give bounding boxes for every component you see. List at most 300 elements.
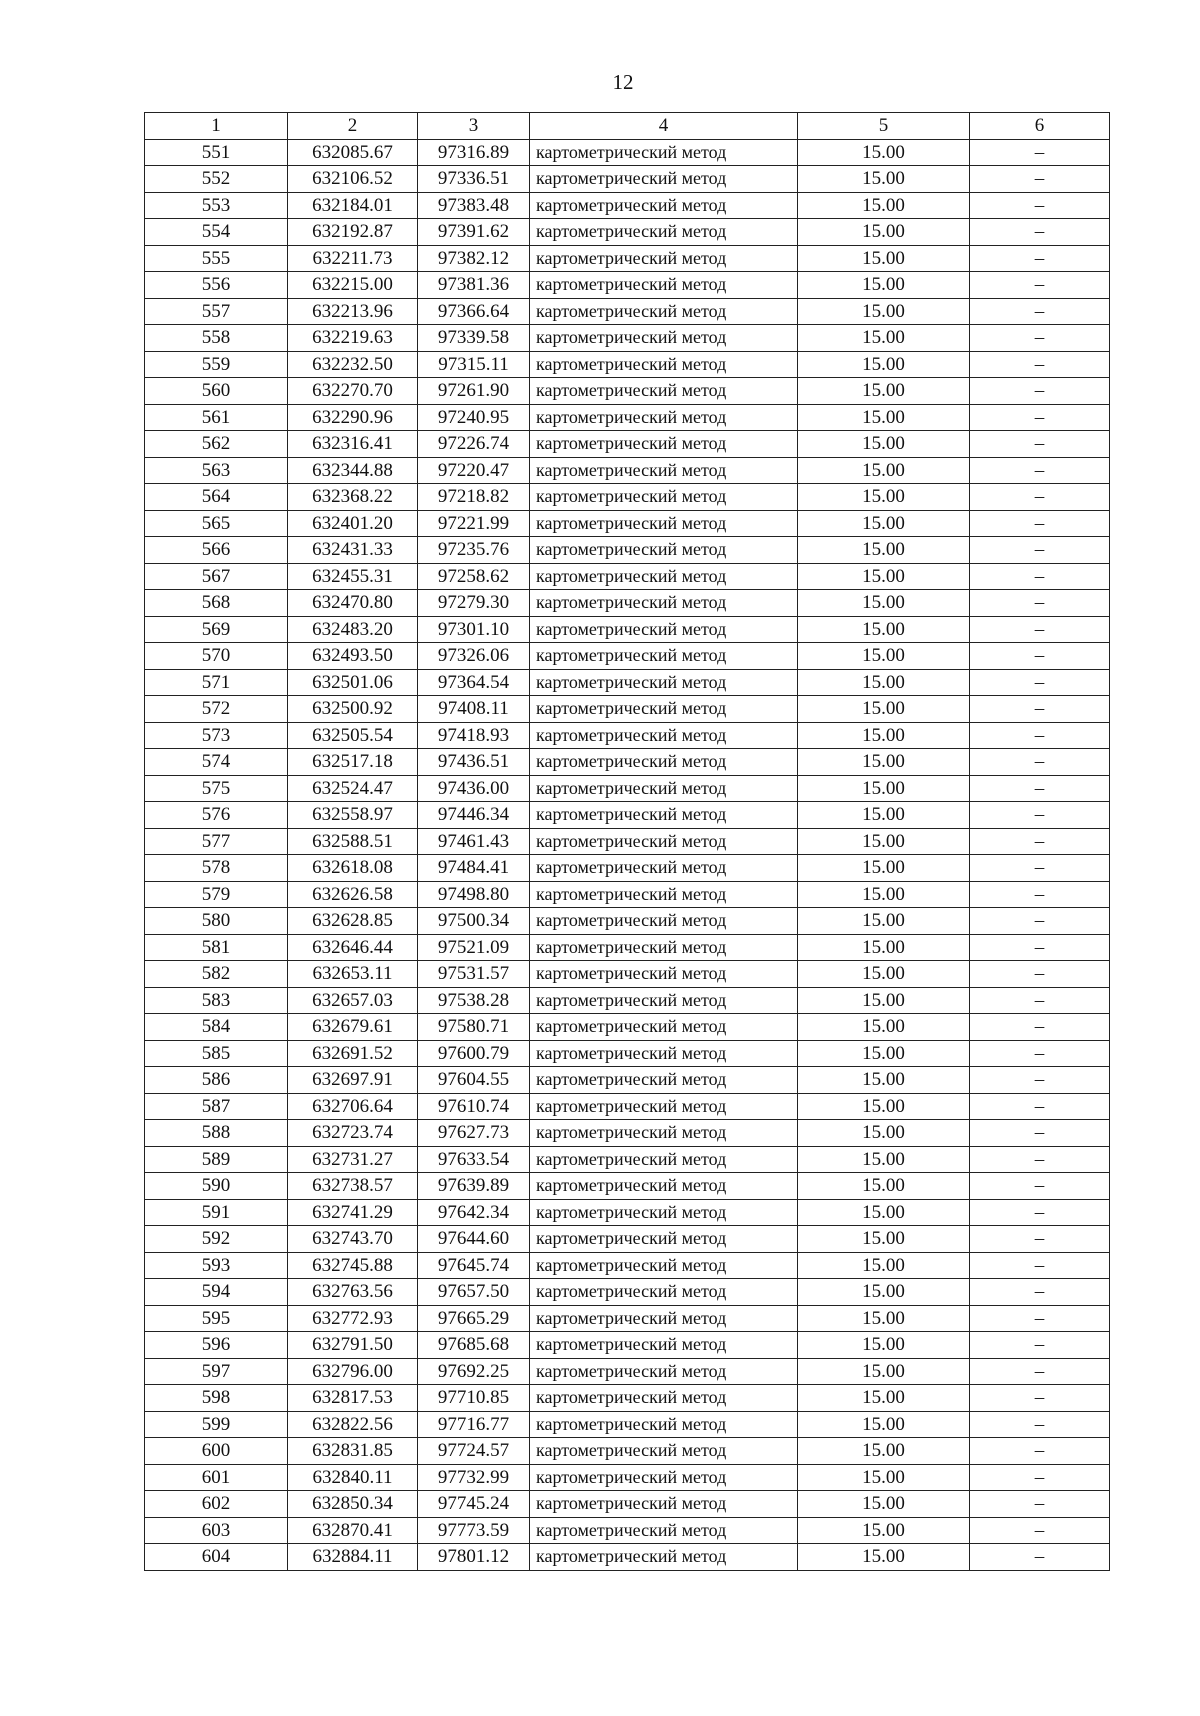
table-row — [145, 351, 1110, 378]
table-row — [145, 1544, 1110, 1571]
note-cell: – — [970, 616, 1110, 643]
x-coordinate-cell: 632470.80 — [288, 590, 418, 617]
point-number-cell: 564 — [145, 484, 288, 511]
x-coordinate-cell: 632524.47 — [288, 775, 418, 802]
y-coordinate-cell: 97633.54 — [418, 1146, 530, 1173]
method-cell: картометрический метод — [530, 510, 798, 537]
method-cell: картометрический метод — [530, 219, 798, 246]
table-row — [145, 1252, 1110, 1279]
table-row — [145, 1146, 1110, 1173]
table-row — [145, 537, 1110, 564]
y-coordinate-cell: 97685.68 — [418, 1332, 530, 1359]
table-row — [145, 802, 1110, 829]
note-cell: – — [970, 643, 1110, 670]
y-coordinate-cell: 97220.47 — [418, 457, 530, 484]
point-number-cell: 600 — [145, 1438, 288, 1465]
table-row — [145, 563, 1110, 590]
table-row — [145, 192, 1110, 219]
method-cell: картометрический метод — [530, 749, 798, 776]
y-coordinate-cell: 97279.30 — [418, 590, 530, 617]
accuracy-cell: 15.00 — [798, 1544, 970, 1571]
y-coordinate-cell: 97600.79 — [418, 1040, 530, 1067]
point-number-cell: 579 — [145, 881, 288, 908]
point-number-cell: 580 — [145, 908, 288, 935]
point-number-cell: 556 — [145, 272, 288, 299]
method-cell: картометрический метод — [530, 431, 798, 458]
table-row — [145, 961, 1110, 988]
note-cell: – — [970, 272, 1110, 299]
column-header: 5 — [798, 113, 970, 140]
note-cell: – — [970, 1517, 1110, 1544]
method-cell: картометрический метод — [530, 1146, 798, 1173]
method-cell: картометрический метод — [530, 1093, 798, 1120]
note-cell: – — [970, 537, 1110, 564]
accuracy-cell: 15.00 — [798, 563, 970, 590]
x-coordinate-cell: 632657.03 — [288, 987, 418, 1014]
method-cell: картометрический метод — [530, 484, 798, 511]
accuracy-cell: 15.00 — [798, 431, 970, 458]
y-coordinate-cell: 97408.11 — [418, 696, 530, 723]
method-cell: картометрический метод — [530, 855, 798, 882]
note-cell: – — [970, 855, 1110, 882]
method-cell: картометрический метод — [530, 1120, 798, 1147]
point-number-cell: 560 — [145, 378, 288, 405]
accuracy-cell: 15.00 — [798, 1120, 970, 1147]
note-cell: – — [970, 1491, 1110, 1518]
note-cell: – — [970, 1464, 1110, 1491]
note-cell: – — [970, 722, 1110, 749]
point-number-cell: 597 — [145, 1358, 288, 1385]
point-number-cell: 581 — [145, 934, 288, 961]
y-coordinate-cell: 97773.59 — [418, 1517, 530, 1544]
table-row — [145, 1199, 1110, 1226]
method-cell: картометрический метод — [530, 643, 798, 670]
x-coordinate-cell: 632743.70 — [288, 1226, 418, 1253]
accuracy-cell: 15.00 — [798, 325, 970, 352]
note-cell: – — [970, 139, 1110, 166]
header-row — [145, 113, 1110, 140]
point-number-cell: 583 — [145, 987, 288, 1014]
note-cell: – — [970, 590, 1110, 617]
y-coordinate-cell: 97657.50 — [418, 1279, 530, 1306]
accuracy-cell: 15.00 — [798, 457, 970, 484]
accuracy-cell: 15.00 — [798, 166, 970, 193]
note-cell: – — [970, 1040, 1110, 1067]
accuracy-cell: 15.00 — [798, 1305, 970, 1332]
accuracy-cell: 15.00 — [798, 828, 970, 855]
point-number-cell: 584 — [145, 1014, 288, 1041]
accuracy-cell: 15.00 — [798, 139, 970, 166]
y-coordinate-cell: 97364.54 — [418, 669, 530, 696]
note-cell: – — [970, 510, 1110, 537]
method-cell: картометрический метод — [530, 881, 798, 908]
table-row — [145, 987, 1110, 1014]
table-row — [145, 775, 1110, 802]
note-cell: – — [970, 484, 1110, 511]
note-cell: – — [970, 1411, 1110, 1438]
note-cell: – — [970, 908, 1110, 935]
table-row — [145, 378, 1110, 405]
note-cell: – — [970, 325, 1110, 352]
note-cell: – — [970, 298, 1110, 325]
accuracy-cell: 15.00 — [798, 1279, 970, 1306]
note-cell: – — [970, 749, 1110, 776]
x-coordinate-cell: 632870.41 — [288, 1517, 418, 1544]
method-cell: картометрический метод — [530, 802, 798, 829]
accuracy-cell: 15.00 — [798, 1464, 970, 1491]
method-cell: картометрический метод — [530, 1411, 798, 1438]
accuracy-cell: 15.00 — [798, 775, 970, 802]
accuracy-cell: 15.00 — [798, 1146, 970, 1173]
y-coordinate-cell: 97580.71 — [418, 1014, 530, 1041]
y-coordinate-cell: 97258.62 — [418, 563, 530, 590]
x-coordinate-cell: 632232.50 — [288, 351, 418, 378]
x-coordinate-cell: 632691.52 — [288, 1040, 418, 1067]
accuracy-cell: 15.00 — [798, 537, 970, 564]
note-cell: – — [970, 1199, 1110, 1226]
table-row — [145, 934, 1110, 961]
y-coordinate-cell: 97326.06 — [418, 643, 530, 670]
method-cell: картометрический метод — [530, 987, 798, 1014]
y-coordinate-cell: 97382.12 — [418, 245, 530, 272]
method-cell: картометрический метод — [530, 298, 798, 325]
table-row — [145, 166, 1110, 193]
table-body — [145, 139, 1110, 1570]
table-row — [145, 669, 1110, 696]
accuracy-cell: 15.00 — [798, 1226, 970, 1253]
method-cell: картометрический метод — [530, 351, 798, 378]
table-row — [145, 1464, 1110, 1491]
y-coordinate-cell: 97366.64 — [418, 298, 530, 325]
method-cell: картометрический метод — [530, 325, 798, 352]
table-row — [145, 325, 1110, 352]
x-coordinate-cell: 632763.56 — [288, 1279, 418, 1306]
point-number-cell: 596 — [145, 1332, 288, 1359]
x-coordinate-cell: 632626.58 — [288, 881, 418, 908]
accuracy-cell: 15.00 — [798, 510, 970, 537]
y-coordinate-cell: 97301.10 — [418, 616, 530, 643]
point-number-cell: 601 — [145, 1464, 288, 1491]
y-coordinate-cell: 97627.73 — [418, 1120, 530, 1147]
x-coordinate-cell: 632483.20 — [288, 616, 418, 643]
note-cell: – — [970, 1385, 1110, 1412]
point-number-cell: 577 — [145, 828, 288, 855]
table-row — [145, 1411, 1110, 1438]
y-coordinate-cell: 97391.62 — [418, 219, 530, 246]
note-cell: – — [970, 378, 1110, 405]
accuracy-cell: 15.00 — [798, 855, 970, 882]
method-cell: картометрический метод — [530, 245, 798, 272]
point-number-cell: 592 — [145, 1226, 288, 1253]
x-coordinate-cell: 632679.61 — [288, 1014, 418, 1041]
point-number-cell: 559 — [145, 351, 288, 378]
accuracy-cell: 15.00 — [798, 1067, 970, 1094]
point-number-cell: 587 — [145, 1093, 288, 1120]
accuracy-cell: 15.00 — [798, 351, 970, 378]
method-cell: картометрический метод — [530, 1438, 798, 1465]
table-row — [145, 590, 1110, 617]
method-cell: картометрический метод — [530, 934, 798, 961]
y-coordinate-cell: 97710.85 — [418, 1385, 530, 1412]
y-coordinate-cell: 97639.89 — [418, 1173, 530, 1200]
point-number-cell: 585 — [145, 1040, 288, 1067]
x-coordinate-cell: 632368.22 — [288, 484, 418, 511]
point-number-cell: 590 — [145, 1173, 288, 1200]
y-coordinate-cell: 97521.09 — [418, 934, 530, 961]
accuracy-cell: 15.00 — [798, 1411, 970, 1438]
point-number-cell: 574 — [145, 749, 288, 776]
x-coordinate-cell: 632831.85 — [288, 1438, 418, 1465]
y-coordinate-cell: 97732.99 — [418, 1464, 530, 1491]
note-cell: – — [970, 1305, 1110, 1332]
point-number-cell: 588 — [145, 1120, 288, 1147]
x-coordinate-cell: 632706.64 — [288, 1093, 418, 1120]
note-cell: – — [970, 987, 1110, 1014]
x-coordinate-cell: 632850.34 — [288, 1491, 418, 1518]
x-coordinate-cell: 632741.29 — [288, 1199, 418, 1226]
accuracy-cell: 15.00 — [798, 961, 970, 988]
y-coordinate-cell: 97716.77 — [418, 1411, 530, 1438]
point-number-cell: 561 — [145, 404, 288, 431]
column-header: 1 — [145, 113, 288, 140]
accuracy-cell: 15.00 — [798, 722, 970, 749]
x-coordinate-cell: 632215.00 — [288, 272, 418, 299]
method-cell: картометрический метод — [530, 828, 798, 855]
accuracy-cell: 15.00 — [798, 1199, 970, 1226]
table-row — [145, 855, 1110, 882]
point-number-cell: 591 — [145, 1199, 288, 1226]
x-coordinate-cell: 632500.92 — [288, 696, 418, 723]
table-row — [145, 1093, 1110, 1120]
accuracy-cell: 15.00 — [798, 590, 970, 617]
point-number-cell: 576 — [145, 802, 288, 829]
note-cell: – — [970, 563, 1110, 590]
note-cell: – — [970, 166, 1110, 193]
note-cell: – — [970, 802, 1110, 829]
note-cell: – — [970, 1146, 1110, 1173]
accuracy-cell: 15.00 — [798, 1358, 970, 1385]
point-number-cell: 599 — [145, 1411, 288, 1438]
accuracy-cell: 15.00 — [798, 1517, 970, 1544]
table-row — [145, 510, 1110, 537]
point-number-cell: 598 — [145, 1385, 288, 1412]
point-number-cell: 551 — [145, 139, 288, 166]
table-row — [145, 881, 1110, 908]
note-cell: – — [970, 457, 1110, 484]
y-coordinate-cell: 97436.00 — [418, 775, 530, 802]
x-coordinate-cell: 632501.06 — [288, 669, 418, 696]
table-row — [145, 1120, 1110, 1147]
method-cell: картометрический метод — [530, 1199, 798, 1226]
note-cell: – — [970, 828, 1110, 855]
point-number-cell: 573 — [145, 722, 288, 749]
note-cell: – — [970, 245, 1110, 272]
table-row — [145, 1517, 1110, 1544]
point-number-cell: 557 — [145, 298, 288, 325]
method-cell: картометрический метод — [530, 1226, 798, 1253]
point-number-cell: 555 — [145, 245, 288, 272]
table-row — [145, 457, 1110, 484]
y-coordinate-cell: 97446.34 — [418, 802, 530, 829]
table-header — [145, 113, 1110, 140]
x-coordinate-cell: 632653.11 — [288, 961, 418, 988]
table-row — [145, 1067, 1110, 1094]
note-cell: – — [970, 1093, 1110, 1120]
table-row — [145, 1014, 1110, 1041]
x-coordinate-cell: 632085.67 — [288, 139, 418, 166]
x-coordinate-cell: 632745.88 — [288, 1252, 418, 1279]
accuracy-cell: 15.00 — [798, 1173, 970, 1200]
x-coordinate-cell: 632791.50 — [288, 1332, 418, 1359]
y-coordinate-cell: 97500.34 — [418, 908, 530, 935]
point-number-cell: 562 — [145, 431, 288, 458]
method-cell: картометрический метод — [530, 1014, 798, 1041]
method-cell: картометрический метод — [530, 1491, 798, 1518]
accuracy-cell: 15.00 — [798, 616, 970, 643]
method-cell: картометрический метод — [530, 1385, 798, 1412]
y-coordinate-cell: 97484.41 — [418, 855, 530, 882]
accuracy-cell: 15.00 — [798, 404, 970, 431]
note-cell: – — [970, 351, 1110, 378]
point-number-cell: 603 — [145, 1517, 288, 1544]
method-cell: картометрический метод — [530, 563, 798, 590]
y-coordinate-cell: 97315.11 — [418, 351, 530, 378]
accuracy-cell: 15.00 — [798, 219, 970, 246]
column-header: 4 — [530, 113, 798, 140]
method-cell: картометрический метод — [530, 192, 798, 219]
x-coordinate-cell: 632493.50 — [288, 643, 418, 670]
point-number-cell: 569 — [145, 616, 288, 643]
point-number-cell: 565 — [145, 510, 288, 537]
note-cell: – — [970, 696, 1110, 723]
table-row — [145, 749, 1110, 776]
x-coordinate-cell: 632731.27 — [288, 1146, 418, 1173]
x-coordinate-cell: 632505.54 — [288, 722, 418, 749]
accuracy-cell: 15.00 — [798, 1040, 970, 1067]
table-row — [145, 1491, 1110, 1518]
note-cell: – — [970, 1438, 1110, 1465]
point-number-cell: 570 — [145, 643, 288, 670]
column-header: 3 — [418, 113, 530, 140]
x-coordinate-cell: 632455.31 — [288, 563, 418, 590]
accuracy-cell: 15.00 — [798, 987, 970, 1014]
point-number-cell: 575 — [145, 775, 288, 802]
point-number-cell: 554 — [145, 219, 288, 246]
point-number-cell: 582 — [145, 961, 288, 988]
accuracy-cell: 15.00 — [798, 749, 970, 776]
accuracy-cell: 15.00 — [798, 934, 970, 961]
y-coordinate-cell: 97221.99 — [418, 510, 530, 537]
x-coordinate-cell: 632628.85 — [288, 908, 418, 935]
page-number: 12 — [612, 70, 634, 94]
note-cell: – — [970, 1226, 1110, 1253]
table-row — [145, 219, 1110, 246]
x-coordinate-cell: 632822.56 — [288, 1411, 418, 1438]
y-coordinate-cell: 97498.80 — [418, 881, 530, 908]
accuracy-cell: 15.00 — [798, 378, 970, 405]
point-number-cell: 586 — [145, 1067, 288, 1094]
point-number-cell: 593 — [145, 1252, 288, 1279]
point-number-cell: 594 — [145, 1279, 288, 1306]
x-coordinate-cell: 632796.00 — [288, 1358, 418, 1385]
y-coordinate-cell: 97604.55 — [418, 1067, 530, 1094]
table-row — [145, 245, 1110, 272]
x-coordinate-cell: 632213.96 — [288, 298, 418, 325]
method-cell: картометрический метод — [530, 1252, 798, 1279]
x-coordinate-cell: 632344.88 — [288, 457, 418, 484]
y-coordinate-cell: 97339.58 — [418, 325, 530, 352]
accuracy-cell: 15.00 — [798, 669, 970, 696]
note-cell: – — [970, 881, 1110, 908]
table-row — [145, 484, 1110, 511]
point-number-cell: 568 — [145, 590, 288, 617]
method-cell: картометрический метод — [530, 378, 798, 405]
point-number-cell: 571 — [145, 669, 288, 696]
coordinates-table — [144, 112, 1110, 1571]
method-cell: картометрический метод — [530, 590, 798, 617]
accuracy-cell: 15.00 — [798, 1014, 970, 1041]
method-cell: картометрический метод — [530, 1279, 798, 1306]
y-coordinate-cell: 97724.57 — [418, 1438, 530, 1465]
point-number-cell: 578 — [145, 855, 288, 882]
x-coordinate-cell: 632517.18 — [288, 749, 418, 776]
accuracy-cell: 15.00 — [798, 643, 970, 670]
method-cell: картометрический метод — [530, 1544, 798, 1571]
method-cell: картометрический метод — [530, 1040, 798, 1067]
table-row — [145, 1226, 1110, 1253]
x-coordinate-cell: 632192.87 — [288, 219, 418, 246]
column-header: 6 — [970, 113, 1110, 140]
table-row — [145, 1173, 1110, 1200]
method-cell: картометрический метод — [530, 722, 798, 749]
method-cell: картометрический метод — [530, 457, 798, 484]
point-number-cell: 563 — [145, 457, 288, 484]
y-coordinate-cell: 97745.24 — [418, 1491, 530, 1518]
x-coordinate-cell: 632401.20 — [288, 510, 418, 537]
accuracy-cell: 15.00 — [798, 881, 970, 908]
point-number-cell: 558 — [145, 325, 288, 352]
method-cell: картометрический метод — [530, 696, 798, 723]
y-coordinate-cell: 97531.57 — [418, 961, 530, 988]
note-cell: – — [970, 431, 1110, 458]
note-cell: – — [970, 1252, 1110, 1279]
note-cell: – — [970, 1544, 1110, 1571]
x-coordinate-cell: 632738.57 — [288, 1173, 418, 1200]
note-cell: – — [970, 669, 1110, 696]
table-row — [145, 1358, 1110, 1385]
table-row — [145, 1332, 1110, 1359]
y-coordinate-cell: 97642.34 — [418, 1199, 530, 1226]
method-cell: картометрический метод — [530, 1517, 798, 1544]
point-number-cell: 552 — [145, 166, 288, 193]
x-coordinate-cell: 632211.73 — [288, 245, 418, 272]
table-row — [145, 272, 1110, 299]
table-row — [145, 1279, 1110, 1306]
y-coordinate-cell: 97218.82 — [418, 484, 530, 511]
y-coordinate-cell: 97692.25 — [418, 1358, 530, 1385]
table-row — [145, 404, 1110, 431]
point-number-cell: 602 — [145, 1491, 288, 1518]
note-cell: – — [970, 192, 1110, 219]
x-coordinate-cell: 632697.91 — [288, 1067, 418, 1094]
x-coordinate-cell: 632646.44 — [288, 934, 418, 961]
y-coordinate-cell: 97645.74 — [418, 1252, 530, 1279]
y-coordinate-cell: 97261.90 — [418, 378, 530, 405]
point-number-cell: 553 — [145, 192, 288, 219]
y-coordinate-cell: 97226.74 — [418, 431, 530, 458]
note-cell: – — [970, 1358, 1110, 1385]
x-coordinate-cell: 632618.08 — [288, 855, 418, 882]
